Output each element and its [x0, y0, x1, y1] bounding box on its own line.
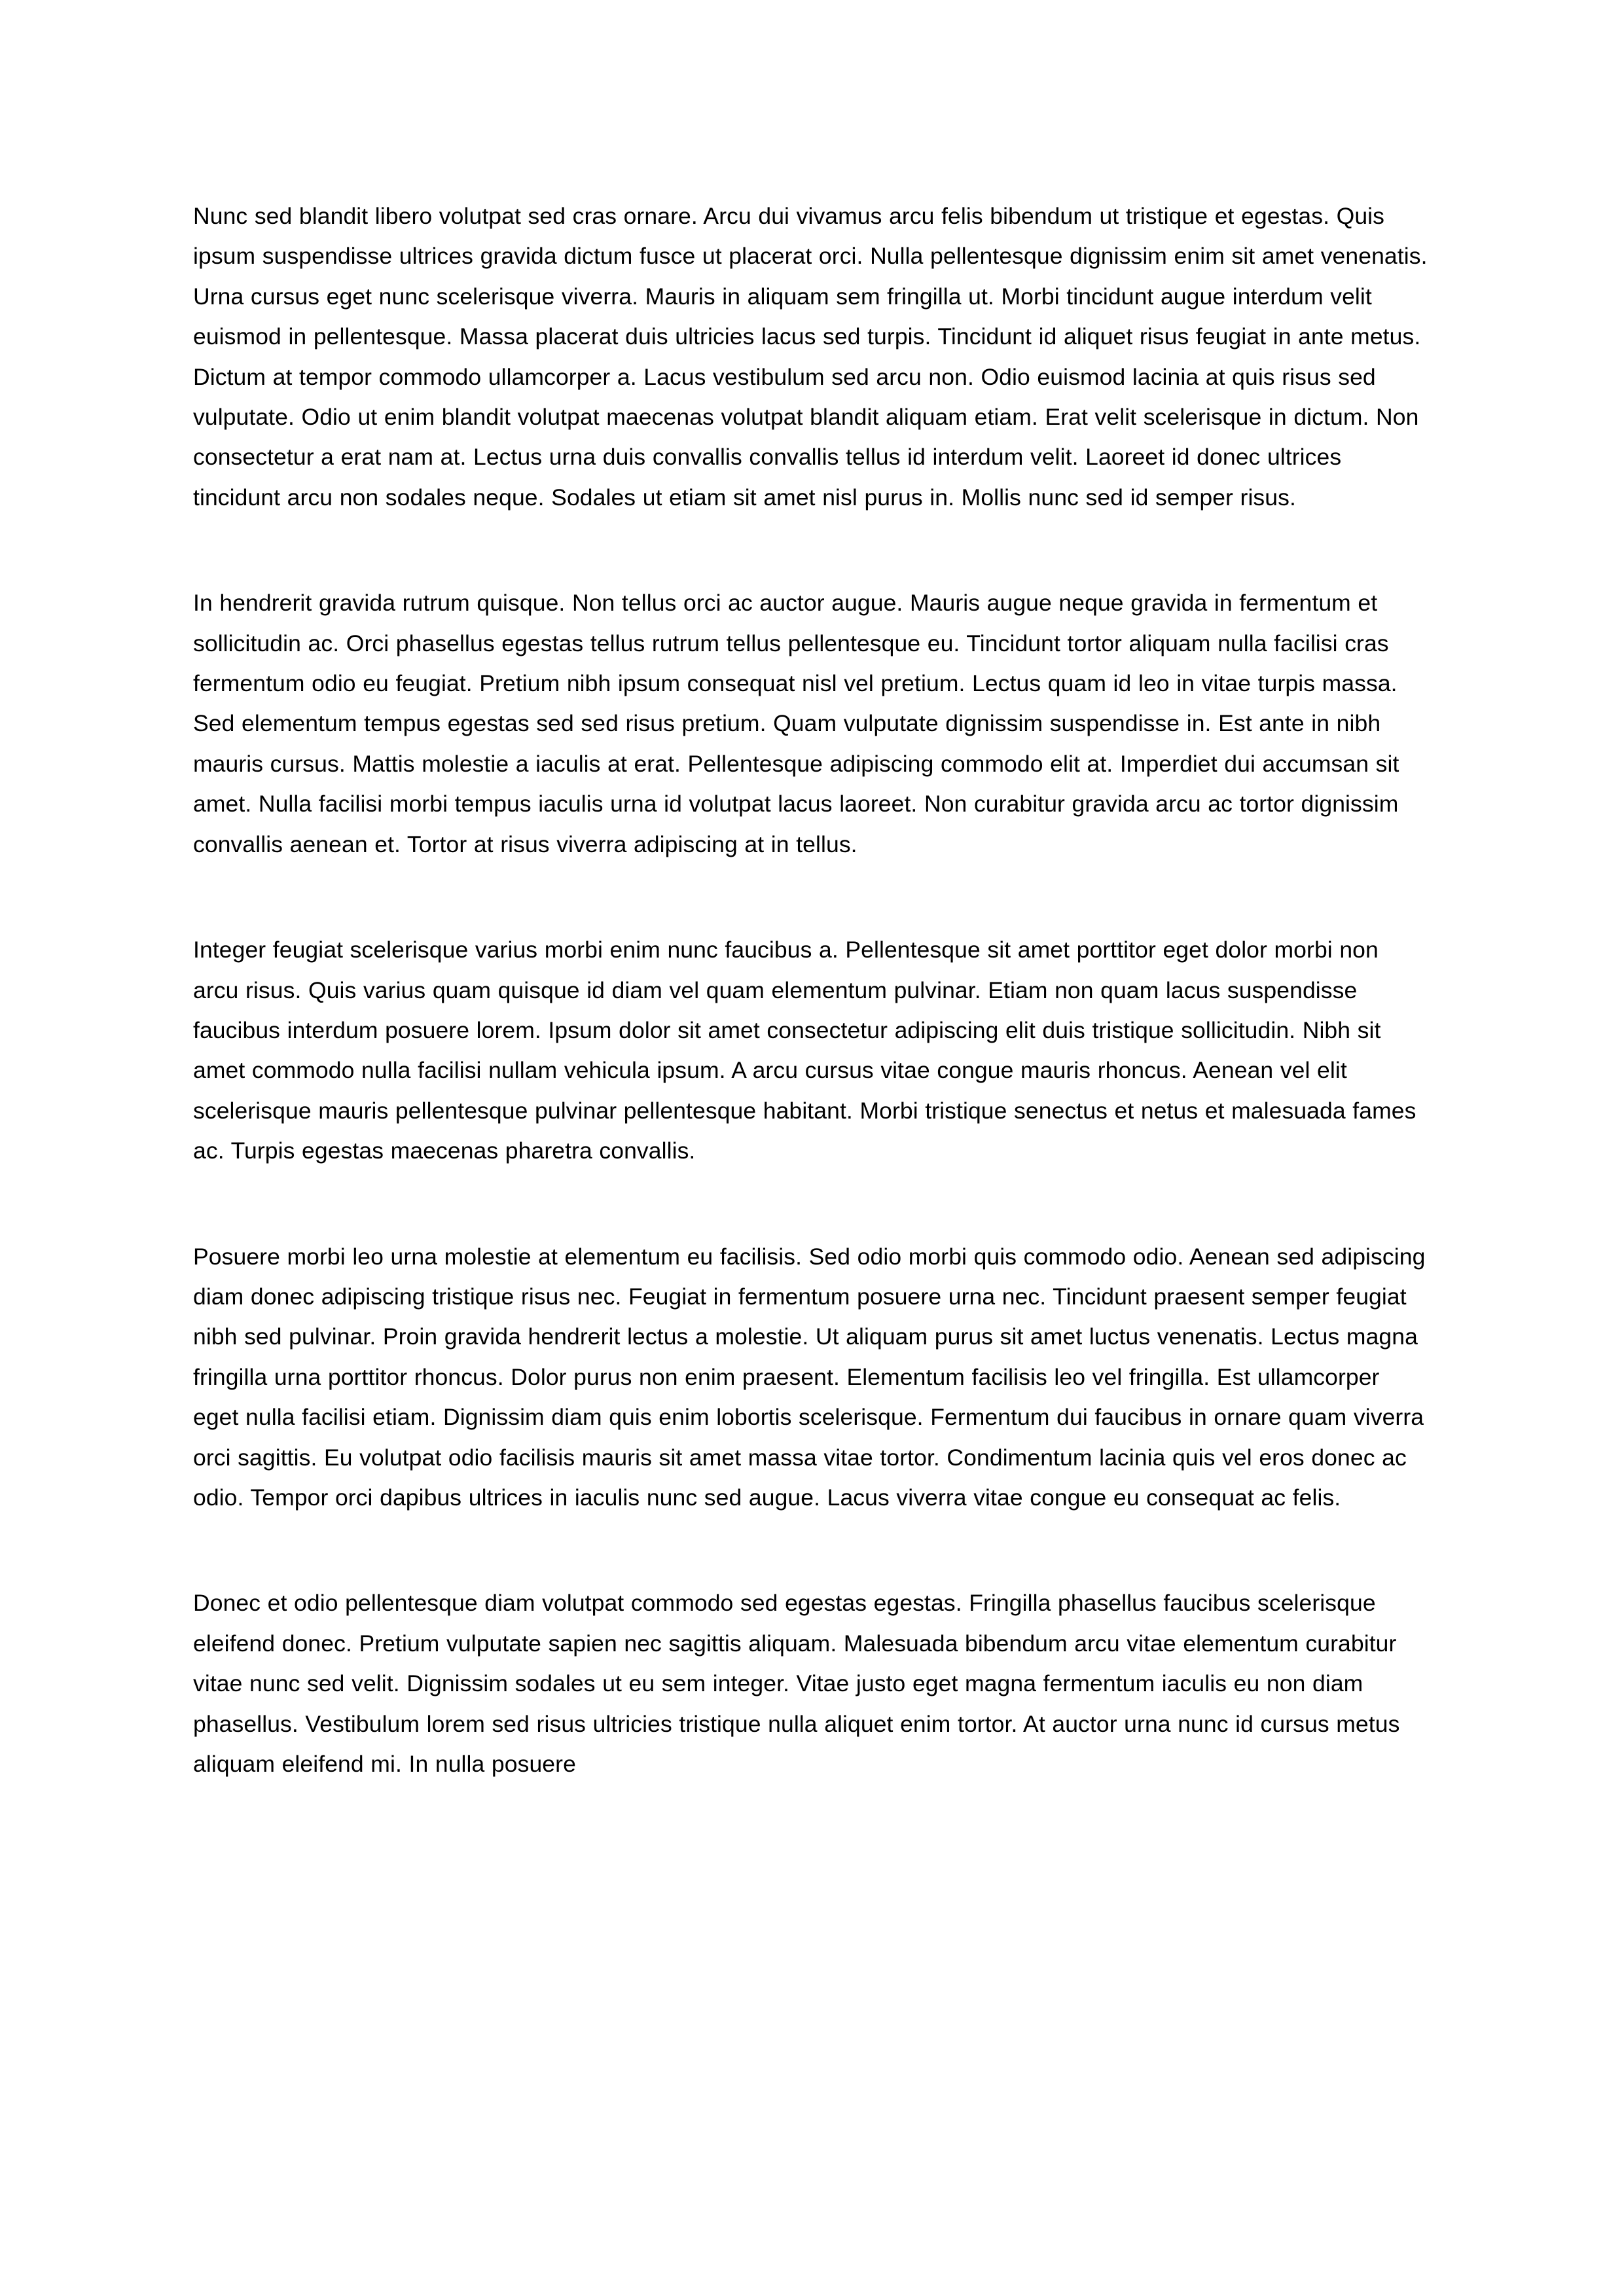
paragraph: Nunc sed blandit libero volutpat sed cras ornare. Arcu dui vivamus arcu felis bibendum ut tristique et egestas. Quis ipsum suspendisse ultrices gravida dictum fusce ut placerat orci. Nulla pellentesque dignissim enim sit amet venenatis. Urna cursus eget nunc scelerisque viverra. Mauris in aliquam sem fringilla ut. Morbi tincidunt augue interdum velit euismod in pellentesque. Massa placerat duis ultricies lacus sed turpis. Tincidunt id aliquet risus feugiat in ante metus. Dictum at tempor commodo ullamcorper a. Lacus vestibulum sed arcu non. Odio euismod lacinia at quis risus sed vulputate. Odio ut enim blandit volutpat maecenas volutpat blandit aliquam etiam. Erat velit scelerisque in dictum. Non consectetur a erat nam at. Lectus urna duis convallis convallis tellus id interdum velit. Laoreet id donec ultrices tincidunt arcu non sodales neque. Sodales ut etiam sit amet nisl purus in. Mollis nunc sed id semper risus.	[193, 203, 1428, 511]
paragraph: Donec et odio pellentesque diam volutpat commodo sed egestas egestas. Fringilla phasellus faucibus scelerisque eleifend donec. Pretium vulputate sapien nec sagittis aliquam. Malesuada bibendum arcu vitae elementum curabitur vitae nunc sed velit. Dignissim sodales ut eu sem integer. Vitae justo eget magna fermentum iaculis eu non diam phasellus. Vestibulum lorem sed risus ultricies tristique nulla aliquet enim tortor. At auctor urna nunc id cursus metus aliquam eleifend mi. In nulla posuere	[193, 1590, 1400, 1777]
paragraph: Integer feugiat scelerisque varius morbi enim nunc faucibus a. Pellentesque sit amet porttitor eget dolor morbi non arcu risus. Quis varius quam quisque id diam vel quam elementum pulvinar. Etiam non quam lacus suspendisse faucibus interdum posuere lorem. Ipsum dolor sit amet consectetur adipiscing elit duis tristique sollicitudin. Nibh sit amet commodo nulla facilisi nullam vehicula ipsum. A arcu cursus vitae congue mauris rhoncus. Aenean vel elit scelerisque mauris pellentesque pulvinar pellentesque habitant. Morbi tristique senectus et netus et malesuada fames ac. Turpis egestas maecenas pharetra convallis.	[193, 937, 1416, 1164]
paragraph: In hendrerit gravida rutrum quisque. Non tellus orci ac auctor augue. Mauris augue neque gravida in fermentum et sollicitudin ac. Orci phasellus egestas tellus rutrum tellus pellentesque eu. Tincidunt tortor aliquam nulla facilisi cras fermentum odio eu feugiat. Pretium nibh ipsum consequat nisl vel pretium. Lectus quam id leo in vitae turpis massa. Sed elementum tempus egestas sed sed risus pretium. Quam vulputate dignissim suspendisse in. Est ante in nibh mauris cursus. Mattis molestie a iaculis at erat. Pellentesque adipiscing commodo elit at. Imperdiet dui accumsan sit amet. Nulla facilisi morbi tempus iaculis urna id volutpat lacus laoreet. Non curabitur gravida arcu ac tortor dignissim convallis aenean et. Tortor at risus viverra adipiscing at in tellus.	[193, 590, 1399, 857]
paragraph: Posuere morbi leo urna molestie at elementum eu facilisis. Sed odio morbi quis commodo odio. Aenean sed adipiscing diam donec adipiscing tristique risus nec. Feugiat in fermentum posuere urna nec. Tincidunt praesent semper feugiat nibh sed pulvinar. Proin gravida hendrerit lectus a molestie. Ut aliquam purus sit amet luctus venenatis. Lectus magna fringilla urna porttitor rhoncus. Dolor purus non enim praesent. Elementum facilisis leo vel fringilla. Est ullamcorper eget nulla facilisi etiam. Dignissim diam quis enim lobortis scelerisque. Fermentum dui faucibus in ornare quam viverra orci sagittis. Eu volutpat odio facilisis mauris sit amet massa vitae tortor. Condimentum lacinia quis vel eros donec ac odio. Tempor orci dapibus ultrices in iaculis nunc sed augue. Lacus viverra vitae congue eu consequat ac felis.	[193, 1243, 1426, 1511]
document-body	[193, 196, 1430, 1784]
